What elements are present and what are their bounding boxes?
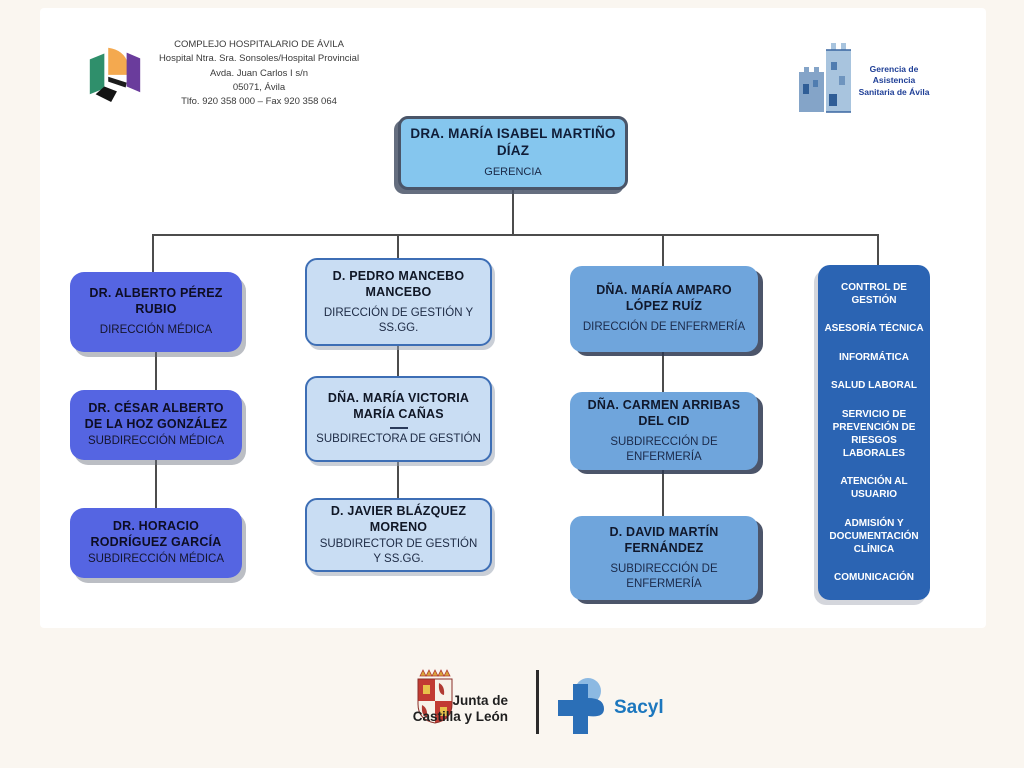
connector-horizontal <box>152 234 879 236</box>
person-name: D. JAVIER BLÁZQUEZ MORENO <box>330 504 467 534</box>
org-box-direccion-gestion <box>305 258 492 346</box>
service-item: ADMISIÓN Y DOCUMENTACIÓN CLÍNICA <box>829 517 919 555</box>
person-role: DIRECCIÓN DE ENFERMERÍA <box>582 321 746 334</box>
connector-root-down <box>512 190 514 235</box>
org-box-direccion-enfermeria <box>570 266 758 352</box>
connector-col3-drop <box>662 234 664 266</box>
connector-col4-drop <box>877 234 879 265</box>
org-box-direccion-medica <box>70 272 242 352</box>
gerencia-logo-line2: Sanitaria de Ávila <box>858 86 930 97</box>
connector-col1-link1 <box>155 352 157 390</box>
person-name: DR. ALBERTO PÉREZ RUBIO <box>89 286 223 316</box>
person-role: SUBDIRECCIÓN MÉDICA <box>87 553 225 566</box>
junta-line2: Castilla y León <box>412 709 508 725</box>
person-role: SUBDIRECCIÓN MÉDICA <box>87 435 225 448</box>
hospital-line: Avda. Juan Carlos I s/n <box>209 67 309 79</box>
person-role: SUBDIRECCIÓN DE ENFERMERÍA <box>610 563 718 590</box>
connector-col2-link2 <box>397 462 399 498</box>
sacyl-wordmark: Sacyl <box>614 697 664 718</box>
person-role: SUBDIRECCIÓN DE ENFERMERÍA <box>610 436 718 463</box>
person-name: DR. CÉSAR ALBERTO DE LA HOZ GONZÁLEZ <box>84 401 228 431</box>
hospital-line: 05071, Ávila <box>232 81 286 93</box>
person-role: GERENCIA <box>484 166 542 178</box>
person-name: D. PEDRO MANCEBO MANCEBO <box>332 269 465 299</box>
service-item: CONTROL DE GESTIÓN <box>841 282 907 306</box>
sacyl-cross-icon <box>558 678 606 736</box>
service-item: ATENCIÓN AL USUARIO <box>840 476 908 501</box>
gerencia-logo-label <box>848 64 940 98</box>
hospital-name: COMPLEJO HOSPITALARIO DE ÁVILA <box>174 39 344 50</box>
person-name: D. DAVID MARTÍN FERNÁNDEZ <box>609 525 719 555</box>
footer-divider <box>536 670 539 734</box>
person-name: DÑA. MARÍA VICTORIA MARÍA CAÑAS <box>327 391 470 421</box>
org-box-subdireccion-enfermeria-1 <box>570 392 758 470</box>
service-item: ASESORÍA TÉCNICA <box>824 323 924 335</box>
gerencia-logo-line1: Gerencia de Asistencia <box>869 64 919 86</box>
person-name: DR. HORACIO RODRÍGUEZ GARCÍA <box>90 519 222 549</box>
org-box-subdireccion-medica-1 <box>70 390 242 460</box>
person-name: DÑA. MARÍA AMPARO LÓPEZ RUÍZ <box>596 283 732 313</box>
connector-col3-link2 <box>662 470 664 516</box>
connector-col1-drop <box>152 234 154 272</box>
junta-line1: Junta de <box>452 693 508 708</box>
person-role: DIRECCIÓN DE GESTIÓN Y SS.GG. <box>323 307 474 334</box>
hospital-complex-logo-icon <box>84 36 146 104</box>
service-item: INFORMÁTICA <box>839 351 909 363</box>
hospital-line: Hospital Ntra. Sra. Sonsoles/Hospital Provincial <box>158 53 360 65</box>
org-box-subdireccion-medica-2 <box>70 508 242 578</box>
org-box-gerencia <box>398 116 628 190</box>
org-box-subdireccion-enfermeria-2 <box>570 516 758 600</box>
org-box-subdireccion-gestion-2 <box>305 498 492 572</box>
person-name: DÑA. CARMEN ARRIBAS DEL CID <box>587 398 741 428</box>
hospital-address-block <box>148 38 370 109</box>
divider-dash <box>390 427 408 429</box>
service-item: SERVICIO DE PREVENCIÓN DE RIESGOS LABORALES <box>832 408 916 459</box>
person-role: SUBDIRECTORA DE GESTIÓN <box>316 433 481 446</box>
services-panel <box>818 265 930 600</box>
junta-castilla-leon-wordmark <box>400 693 508 725</box>
connector-col2-link1 <box>397 346 399 376</box>
person-role: DIRECCIÓN MÉDICA <box>99 324 213 337</box>
connector-col2-drop <box>397 234 399 258</box>
connector-col3-link1 <box>662 352 664 392</box>
hospital-line: Tlfo. 920 358 000 – Fax 920 358 064 <box>181 96 337 107</box>
connector-col1-link2 <box>155 460 157 508</box>
service-item: COMUNICACIÓN <box>834 571 914 583</box>
person-name: DRA. MARÍA ISABEL MARTIÑO DÍAZ <box>410 126 616 159</box>
org-box-subdireccion-gestion-1 <box>305 376 492 462</box>
person-role: SUBDIRECTOR DE GESTIÓN Y SS.GG. <box>319 538 478 565</box>
service-item: SALUD LABORAL <box>830 380 918 392</box>
